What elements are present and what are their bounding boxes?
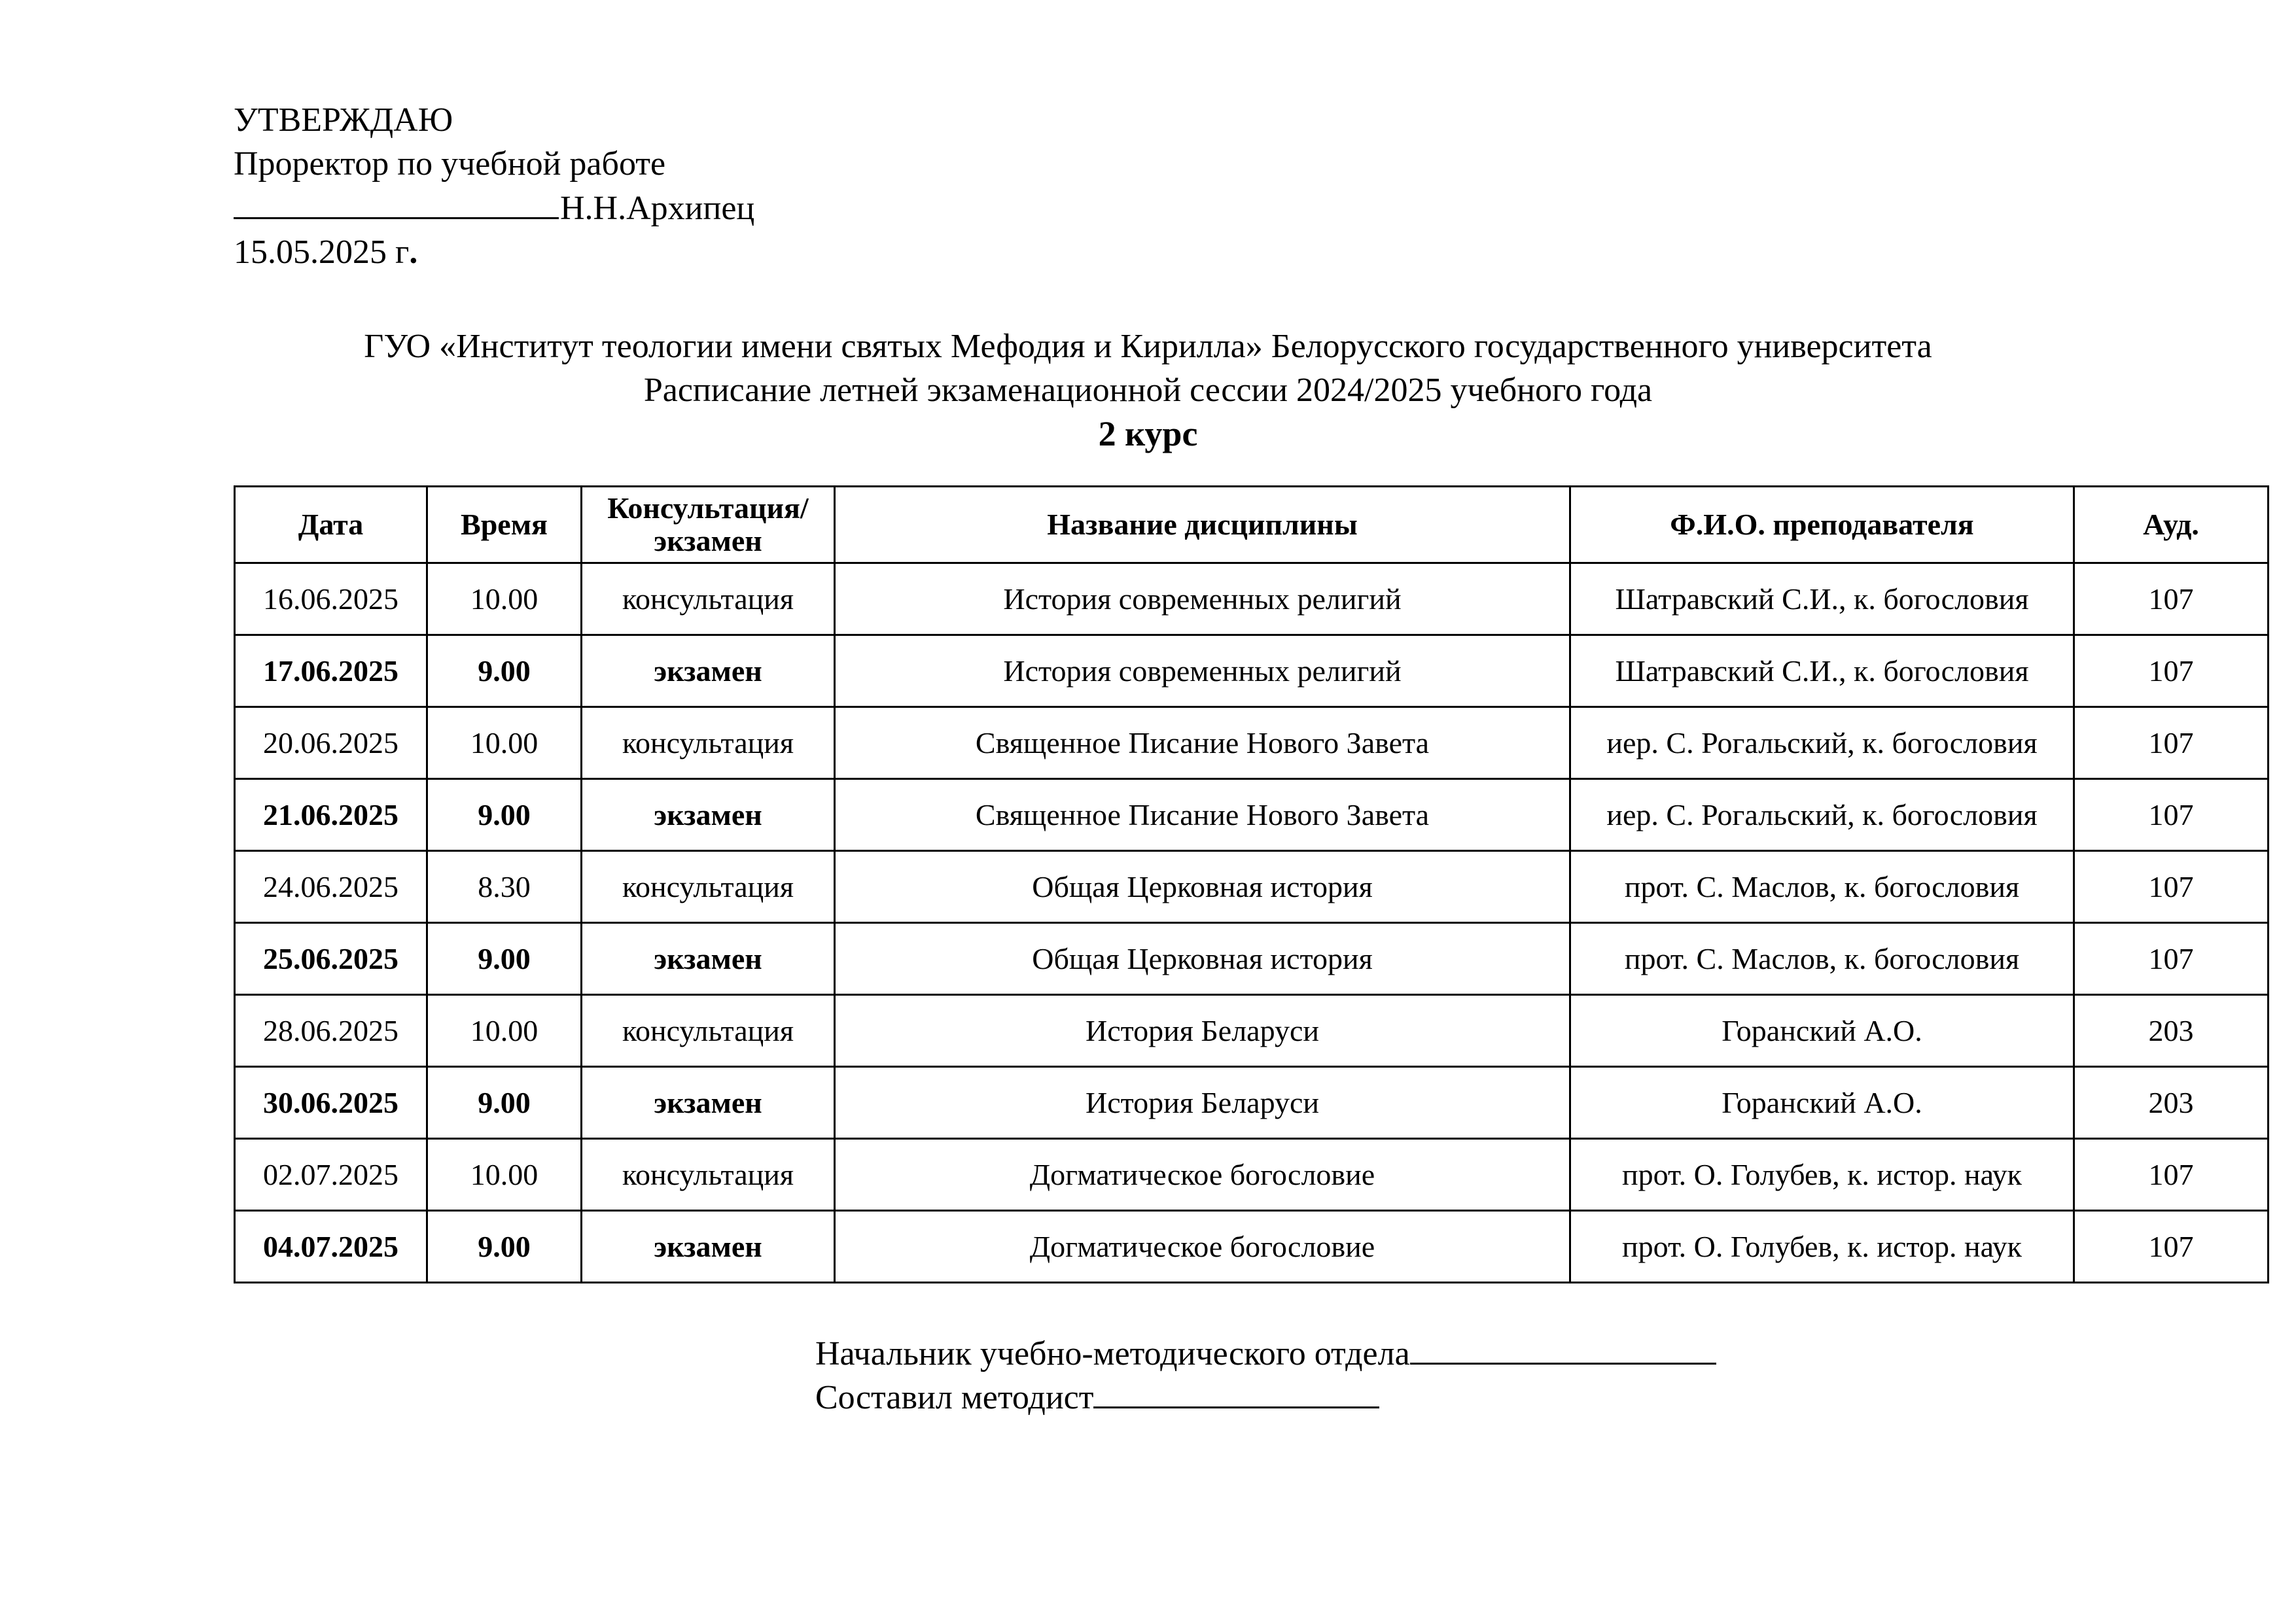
cell-type: консультация (582, 563, 835, 635)
table-row (235, 851, 2269, 923)
cell-date: 25.06.2025 (235, 923, 427, 995)
cell-time: 9.00 (427, 1211, 582, 1283)
cell-type: консультация (582, 707, 835, 779)
cell-room: 107 (2074, 707, 2269, 779)
approval-title: УТВЕРЖДАЮ (234, 101, 453, 139)
compiler-label: Составил методист (815, 1379, 1094, 1416)
approval-position: Проректор по учебной работе (234, 145, 666, 183)
cell-teacher: Горанский А.О. (1570, 995, 2074, 1067)
cell-time: 10.00 (427, 995, 582, 1067)
cell-date: 17.06.2025 (235, 635, 427, 707)
cell-room: 107 (2074, 1211, 2269, 1283)
cell-discipline: Священное Писание Нового Завета (835, 707, 1570, 779)
table-row (235, 995, 2269, 1067)
document-header (0, 324, 2296, 456)
cell-date: 28.06.2025 (235, 995, 427, 1067)
approval-signer: Н.Н.Архипец (560, 190, 755, 227)
cell-room: 203 (2074, 1067, 2269, 1139)
header-date: Дата (235, 487, 427, 563)
header-type (582, 487, 835, 563)
cell-time: 10.00 (427, 563, 582, 635)
cell-date: 24.06.2025 (235, 851, 427, 923)
cell-teacher: иер. С. Рогальский, к. богословия (1570, 707, 2074, 779)
cell-type: экзамен (582, 779, 835, 851)
institution-name: ГУО «Институт теологии имени святых Мефодия и Кирилла» Белорусского государственного университета (364, 328, 1932, 365)
cell-date: 04.07.2025 (235, 1211, 427, 1283)
table-row (235, 1139, 2269, 1211)
cell-date: 02.07.2025 (235, 1139, 427, 1211)
approval-date: 15.05.2025 г (234, 234, 410, 271)
table-row (235, 779, 2269, 851)
cell-type: экзамен (582, 635, 835, 707)
cell-teacher: Горанский А.О. (1570, 1067, 2074, 1139)
signature-line (234, 186, 559, 219)
cell-room: 107 (2074, 563, 2269, 635)
header-teacher: Ф.И.О. преподавателя (1570, 487, 2074, 563)
cell-room: 107 (2074, 923, 2269, 995)
footer-head-line (815, 1332, 1716, 1376)
header-type-line1: Консультация/ (607, 491, 809, 525)
course-title: 2 курс (1098, 414, 1198, 453)
cell-room: 107 (2074, 1139, 2269, 1211)
cell-type: экзамен (582, 923, 835, 995)
cell-room: 107 (2074, 851, 2269, 923)
cell-type: консультация (582, 851, 835, 923)
cell-room: 107 (2074, 635, 2269, 707)
cell-room: 203 (2074, 995, 2269, 1067)
header-discipline: Название дисциплины (835, 487, 1570, 563)
table-row (235, 635, 2269, 707)
table-row (235, 563, 2269, 635)
cell-type: консультация (582, 995, 835, 1067)
cell-teacher: прот. О. Голубев, к. истор. наук (1570, 1139, 2074, 1211)
cell-teacher: прот. С. Маслов, к. богословия (1570, 923, 2074, 995)
cell-discipline: История Беларуси (835, 995, 1570, 1067)
table-row (235, 1067, 2269, 1139)
cell-teacher: прот. С. Маслов, к. богословия (1570, 851, 2074, 923)
cell-date: 20.06.2025 (235, 707, 427, 779)
cell-teacher: Шатравский С.И., к. богословия (1570, 635, 2074, 707)
footer-signatures (815, 1332, 1716, 1420)
cell-discipline: История современных религий (835, 635, 1570, 707)
cell-type: экзамен (582, 1211, 835, 1283)
cell-time: 9.00 (427, 1067, 582, 1139)
cell-teacher: прот. О. Голубев, к. истор. наук (1570, 1211, 2074, 1283)
head-signature-line (1410, 1334, 1716, 1365)
approval-signature (234, 186, 754, 230)
header-room: Ауд. (2074, 487, 2269, 563)
cell-time: 8.30 (427, 851, 582, 923)
compiler-signature-line (1093, 1378, 1379, 1408)
table-row (235, 923, 2269, 995)
approval-block (234, 98, 754, 274)
cell-date: 30.06.2025 (235, 1067, 427, 1139)
cell-discipline: История Беларуси (835, 1067, 1570, 1139)
footer-compiler-line (815, 1376, 1716, 1420)
schedule-subtitle: Расписание летней экзаменационной сессии 2024/2025 учебного года (643, 372, 1653, 409)
cell-discipline: Догматическое богословие (835, 1211, 1570, 1283)
cell-date: 21.06.2025 (235, 779, 427, 851)
cell-discipline: Догматическое богословие (835, 1139, 1570, 1211)
approval-date-line (234, 230, 754, 274)
cell-discipline: Священное Писание Нового Завета (835, 779, 1570, 851)
cell-type: экзамен (582, 1067, 835, 1139)
cell-time: 9.00 (427, 635, 582, 707)
cell-time: 10.00 (427, 1139, 582, 1211)
cell-discipline: История современных религий (835, 563, 1570, 635)
head-label: Начальник учебно-методического отдела (815, 1335, 1410, 1372)
cell-time: 10.00 (427, 707, 582, 779)
header-type-line2: экзамен (654, 524, 762, 557)
approval-date-dot: . (409, 234, 418, 271)
cell-teacher: Шатравский С.И., к. богословия (1570, 563, 2074, 635)
cell-teacher: иер. С. Рогальский, к. богословия (1570, 779, 2074, 851)
cell-discipline: Общая Церковная история (835, 851, 1570, 923)
table-row (235, 1211, 2269, 1283)
cell-room: 107 (2074, 779, 2269, 851)
cell-type: консультация (582, 1139, 835, 1211)
table-header-row (235, 487, 2269, 563)
cell-discipline: Общая Церковная история (835, 923, 1570, 995)
cell-date: 16.06.2025 (235, 563, 427, 635)
header-time: Время (427, 487, 582, 563)
table-row (235, 707, 2269, 779)
cell-time: 9.00 (427, 923, 582, 995)
exam-schedule-table (234, 485, 2269, 1283)
cell-time: 9.00 (427, 779, 582, 851)
